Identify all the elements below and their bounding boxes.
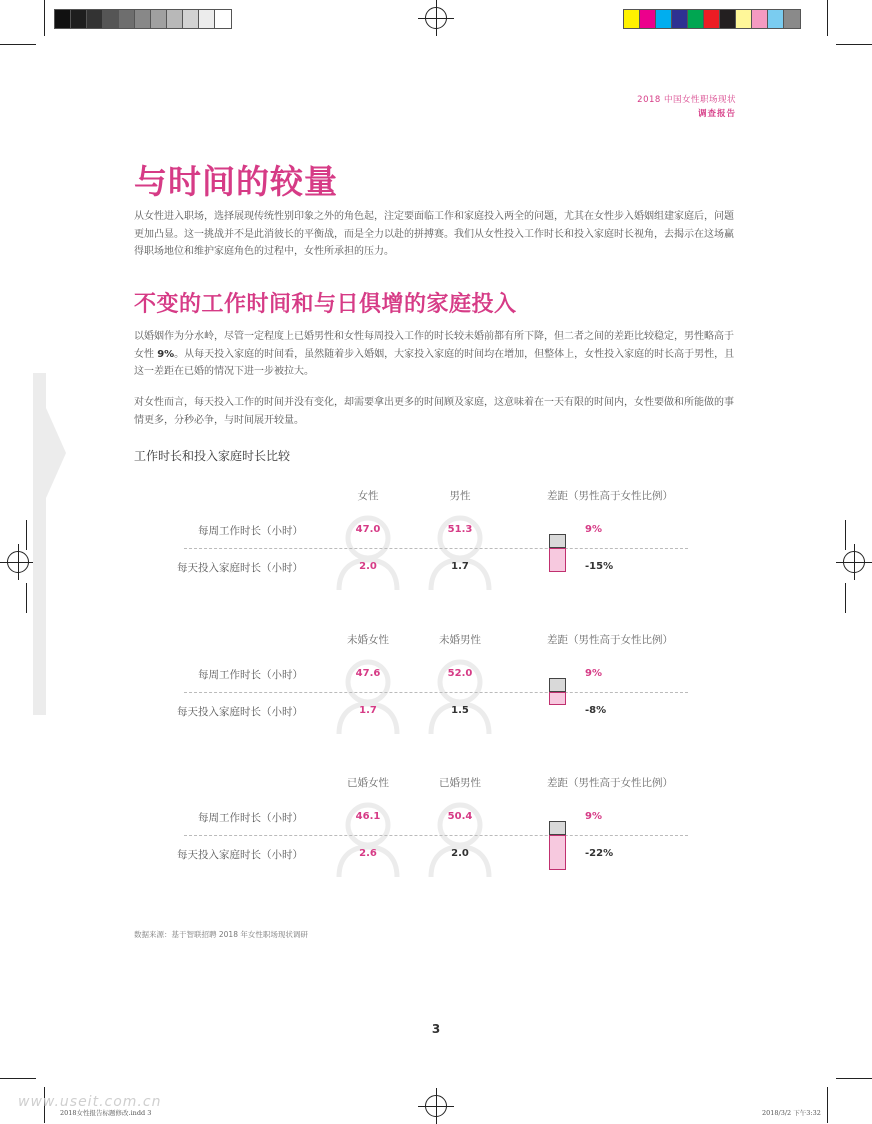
female-column-header: 女性 (357, 490, 379, 502)
male-column-header: 男性 (449, 490, 471, 502)
work-hours-row-label: 每周工作时长（小时） (198, 525, 303, 537)
color-swatch (167, 10, 183, 28)
home-gap-value: -8% (585, 705, 607, 716)
gap-column-header: 差距（男性高于女性比例） (547, 490, 673, 502)
male-column-header: 未婚男性 (439, 634, 481, 646)
crop-mark (836, 44, 872, 45)
work-gap-value: 9% (585, 811, 602, 822)
color-swatch (151, 10, 167, 28)
section-paragraph-1 (134, 328, 740, 381)
work-hours-row-label: 每周工作时长（小时） (198, 812, 303, 824)
section-title: 不变的工作时间和与日俱增的家庭投入 (134, 291, 517, 317)
intro-paragraph: 从女性进入职场，选择展现传统性别印象之外的角色起，注定要面临工作和家庭投入两全的问题，尤其在女性步入婚姻组建家庭后，问题更加凸显。这一挑战并不是此消彼长的平衡战，而是全力以赴的拼搏赛。我们从女性投入工作时长和投入家庭时长视角，去揭示在这场赢得职场地位和维护家庭角色的过程中，女性所承担的压力。 (134, 211, 734, 257)
row-divider (184, 548, 688, 549)
crop-mark (0, 44, 36, 45)
male-home-value: 1.5 (451, 705, 469, 716)
color-swatch (103, 10, 119, 28)
crop-mark (44, 0, 45, 36)
crop-mark (827, 0, 828, 36)
chart-title: 工作时长和投入家庭时长比较 (134, 449, 291, 463)
registration-mark-icon (425, 1095, 447, 1117)
slug-timestamp: 2018/3/2 下午3:32 (762, 1109, 821, 1117)
color-swatch (752, 10, 768, 28)
color-swatch (55, 10, 71, 28)
female-work-value: 47.0 (355, 524, 381, 535)
gap-column-header: 差距（男性高于女性比例） (547, 777, 673, 789)
color-swatch (640, 10, 656, 28)
male-work-value: 52.0 (447, 668, 473, 679)
female-work-value: 46.1 (355, 811, 381, 822)
home-hours-row-label: 每天投入家庭时长（小时） (177, 562, 303, 574)
male-person-icon (425, 795, 495, 879)
color-swatch (656, 10, 672, 28)
male-person-icon (425, 508, 495, 592)
report-header-line2: 调查报告 (697, 109, 736, 119)
home-gap-bar (549, 548, 566, 572)
report-header-line1: 2018 中国女性职场现状 (637, 95, 736, 105)
color-swatch (736, 10, 752, 28)
para-text: 以婚姻作为分水岭，尽管一定程度上已婚男性和女性每周投入工作的时长较未婚前都有所下降，但二者之间的差距比较稳定，男性略高于女性 (134, 331, 734, 360)
color-swatch (87, 10, 103, 28)
color-swatch (183, 10, 199, 28)
crop-mark (836, 1078, 872, 1079)
para-text: 。从每天投入家庭的时间看，虽然随着步入婚姻，大家投入家庭的时间均在增加，但整体上，女性投入家庭的时长高于男性，且这一差距在已婚的情况下进一步被拉大。 (134, 348, 735, 377)
side-tab-arrow-icon (46, 408, 66, 498)
crop-mark (0, 1078, 36, 1079)
section-paragraph-2: 对女性而言，每天投入工作的时间并没有变化，却需要拿出更多的时间顾及家庭，这意味着在一天有限的时间内，女性要做和所能做的事情更多，分秒必争，与时间展开较量。 (134, 397, 734, 426)
crop-mark (827, 1087, 828, 1123)
female-column-header: 未婚女性 (347, 634, 389, 646)
work-gap-value: 9% (585, 668, 602, 679)
color-swatch (135, 10, 151, 28)
gap-column-header: 差距（男性高于女性比例） (547, 634, 673, 646)
female-work-value: 47.6 (355, 668, 381, 679)
color-swatch (784, 10, 800, 28)
color-swatch (119, 10, 135, 28)
male-person-icon (425, 652, 495, 736)
color-swatch (704, 10, 720, 28)
row-divider (184, 692, 688, 693)
home-hours-row-label: 每天投入家庭时长（小时） (177, 849, 303, 861)
grayscale-color-bar (54, 9, 232, 29)
slug-file-info: 2018女性报告标题修改.indd 3 (60, 1109, 152, 1117)
male-home-value: 1.7 (451, 561, 469, 572)
process-color-bar (623, 9, 801, 29)
color-swatch (720, 10, 736, 28)
work-gap-value: 9% (585, 524, 602, 535)
work-hours-row-label: 每周工作时长（小时） (198, 669, 303, 681)
female-person-icon (333, 508, 403, 592)
watermark: www.useit.com.cn (18, 1094, 162, 1110)
work-gap-bar (549, 534, 566, 548)
color-swatch (688, 10, 704, 28)
home-gap-bar (549, 835, 566, 870)
color-swatch (199, 10, 215, 28)
male-column-header: 已婚男性 (439, 777, 481, 789)
color-swatch (768, 10, 784, 28)
para-highlight: 9% (157, 348, 175, 360)
female-home-value: 2.6 (359, 848, 377, 859)
male-work-value: 51.3 (447, 524, 473, 535)
row-divider (184, 835, 688, 836)
female-home-value: 1.7 (359, 705, 377, 716)
page-number: 3 (431, 1022, 441, 1036)
comparison-group (0, 488, 872, 608)
color-swatch (71, 10, 87, 28)
registration-mark-icon (425, 7, 447, 29)
home-gap-value: -22% (585, 848, 614, 859)
female-home-value: 2.0 (359, 561, 377, 572)
home-hours-row-label: 每天投入家庭时长（小时） (177, 706, 303, 718)
data-source: 数据来源：基于智联招聘 2018 年女性职场现状调研 (134, 930, 308, 939)
page-title: 与时间的较量 (134, 162, 338, 201)
female-column-header: 已婚女性 (347, 777, 389, 789)
female-person-icon (333, 795, 403, 879)
home-gap-bar (549, 692, 566, 705)
color-swatch (215, 10, 231, 28)
work-gap-bar (549, 821, 566, 835)
work-gap-bar (549, 678, 566, 692)
home-gap-value: -15% (585, 561, 614, 572)
male-work-value: 50.4 (447, 811, 473, 822)
color-swatch (624, 10, 640, 28)
comparison-group (0, 632, 872, 752)
color-swatch (672, 10, 688, 28)
comparison-group (0, 775, 872, 895)
male-home-value: 2.0 (451, 848, 469, 859)
female-person-icon (333, 652, 403, 736)
